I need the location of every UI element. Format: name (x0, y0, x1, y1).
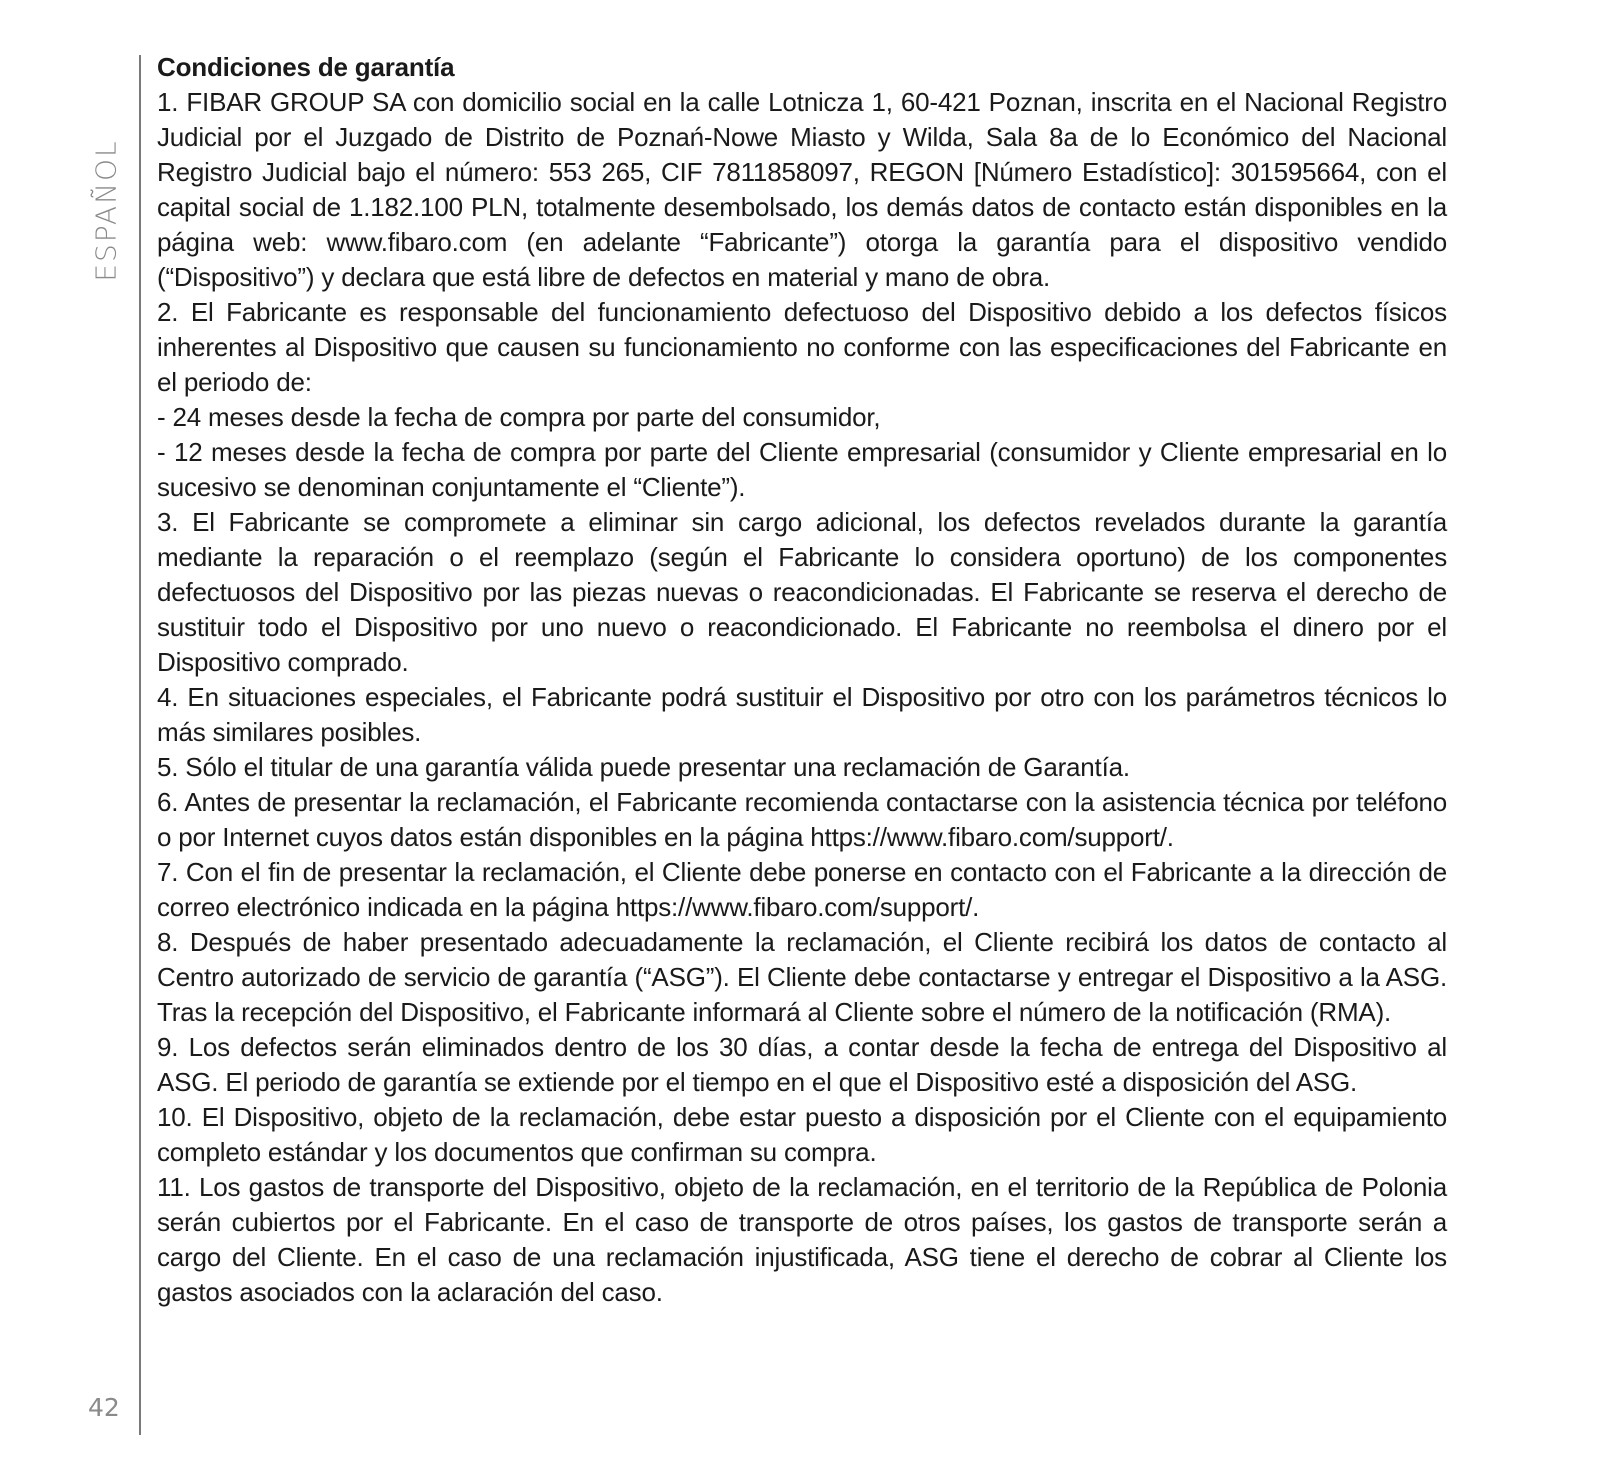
list-item-business: - 12 meses desde la fecha de compra por parte del Cliente empresarial (consumidor y Cliente empresarial en lo sucesivo se denominan conjuntamente el “Cliente”). (157, 437, 1447, 502)
language-label-text: ESPAÑOL (89, 138, 123, 282)
list-item-consumer: - 24 meses desde la fecha de compra por parte del consumidor, (157, 402, 881, 432)
section-title: Condiciones de garantía (157, 52, 455, 82)
margin-rule (139, 55, 141, 1435)
paragraph-7: 7. Con el fin de presentar la reclamación, el Cliente debe ponerse en contacto con el Fabricante a la dirección de correo electrónico indicada en la página https://www.fibaro.com/support/. (157, 857, 1447, 922)
paragraph-5: 5. Sólo el titular de una garantía válida puede presentar una reclamación de Garantía. (157, 752, 1130, 782)
paragraph-9: 9. Los defectos serán eliminados dentro de los 30 días, a contar desde la fecha de entrega del Dispositivo al ASG. El periodo de garantía se extiende por el tiempo en el que el Dispositivo esté a disposición del ASG. (157, 1032, 1447, 1097)
warranty-conditions-section (157, 50, 1447, 1310)
language-side-label (86, 135, 126, 285)
paragraph-2: 2. El Fabricante es responsable del funcionamiento defectuoso del Dispositivo debido a los defectos físicos inherentes al Dispositivo que causen su funcionamiento no conforme con las especificaciones del Fabricante en el periodo de: (157, 297, 1447, 397)
paragraph-11: 11. Los gastos de transporte del Dispositivo, objeto de la reclamación, en el territorio de la República de Polonia serán cubiertos por el Fabricante. En el caso de transporte de otros países, los gastos de transporte serán a cargo del Cliente. En el caso de una reclamación injustificada, ASG tiene el derecho de cobrar al Cliente los gastos asociados con la aclaración del caso. (157, 1172, 1447, 1307)
page-number: 42 (88, 1393, 120, 1422)
paragraph-1: 1. FIBAR GROUP SA con domicilio social en la calle Lotnicza 1, 60-421 Poznan, inscrita en el Nacional Registro Judicial por el Juzgado de Distrito de Poznań-Nowe Miasto y Wilda, Sala 8a de lo Económico del Nacional Registro Judicial bajo el número: 553 265, CIF 7811858097, REGON [Número Estadístico]: 301595664, con el capital social de 1.182.100 PLN, totalmente desembolsado, los demás datos de contacto están disponibles en la página web: www.fibaro.com (en adelante “Fabricante”) otorga la garantía para el dispositivo vendido (“Dispositivo”) y declara que está libre de defectos en material y mano de obra. (157, 87, 1447, 292)
paragraph-10: 10. El Dispositivo, objeto de la reclamación, debe estar puesto a disposición por el Cliente con el equipamiento completo estándar y los documentos que confirman su compra. (157, 1102, 1447, 1167)
paragraph-6: 6. Antes de presentar la reclamación, el Fabricante recomienda contactarse con la asistencia técnica por teléfono o por Internet cuyos datos están disponibles en la página https://www.fibaro.com/support/. (157, 787, 1447, 852)
paragraph-4: 4. En situaciones especiales, el Fabricante podrá sustituir el Dispositivo por otro con los parámetros técnicos lo más similares posibles. (157, 682, 1447, 747)
paragraph-3: 3. El Fabricante se compromete a eliminar sin cargo adicional, los defectos revelados durante la garantía mediante la reparación o el reemplazo (según el Fabricante lo considera oportuno) de los componentes defectuosos del Dispositivo por las piezas nuevas o reacondicionadas. El Fabricante se reserva el derecho de sustituir todo el Dispositivo por uno nuevo o reacondicionado. El Fabricante no reembolsa el dinero por el Dispositivo comprado. (157, 507, 1447, 677)
paragraph-8: 8. Después de haber presentado adecuadamente la reclamación, el Cliente recibirá los datos de contacto al Centro autorizado de servicio de garantía (“ASG”). El Cliente debe contactarse y entregar el Dispositivo a la ASG. Tras la recepción del Dispositivo, el Fabricante informará al Cliente sobre el número de la notificación (RMA). (157, 927, 1447, 1027)
